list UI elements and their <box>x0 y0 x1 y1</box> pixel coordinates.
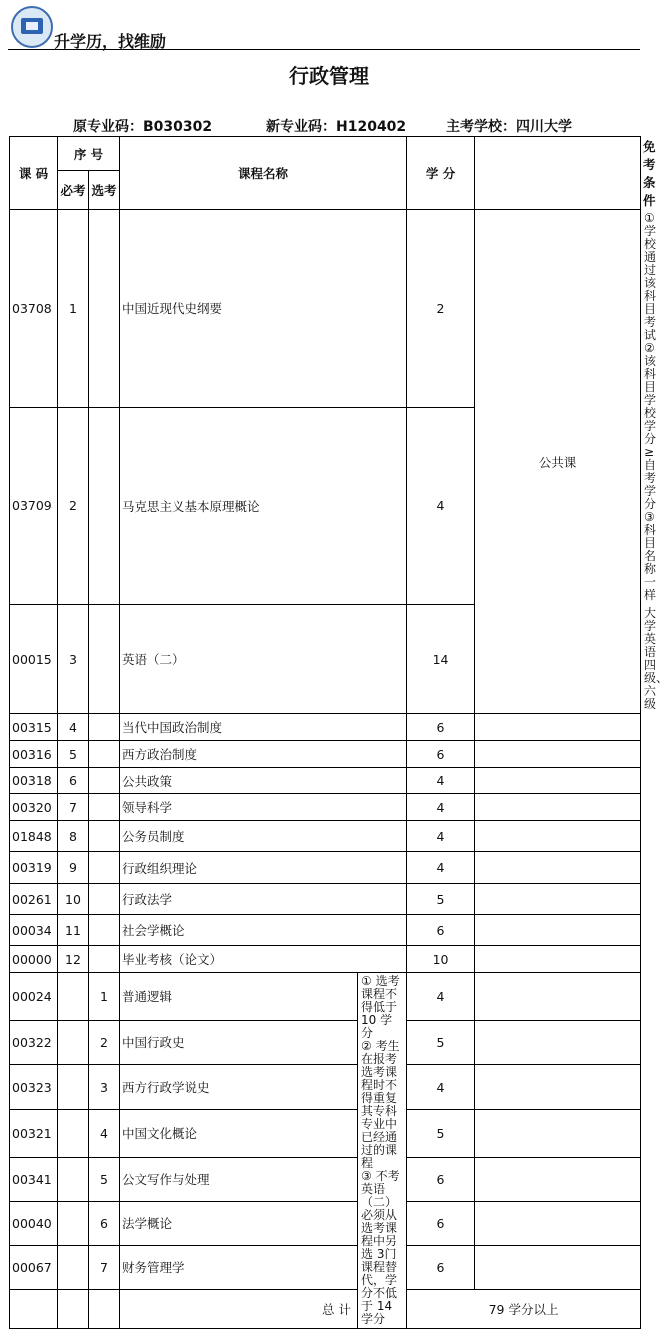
required-seq <box>58 1202 89 1245</box>
course-name: 行政组织理论 <box>120 852 407 884</box>
course-code: 00261 <box>10 884 58 915</box>
course-code: 00034 <box>10 915 58 946</box>
table-row <box>10 741 641 768</box>
course-code: 00319 <box>10 852 58 884</box>
course-type-cell <box>475 915 641 946</box>
course-name: 行政法学 <box>120 884 407 915</box>
elective-seq <box>89 852 120 884</box>
total-seq-cell <box>58 1290 89 1329</box>
course-name: 中国文化概论 <box>120 1110 358 1158</box>
course-name: 中国行政史 <box>120 1020 358 1065</box>
course-type-cell <box>475 1202 641 1245</box>
course-name: 公文写作与处理 <box>120 1157 358 1202</box>
required-seq: 6 <box>58 768 89 794</box>
course-name: 英语（二） <box>120 605 407 714</box>
course-code: 00067 <box>10 1245 58 1290</box>
course-name: 西方行政学说史 <box>120 1065 358 1110</box>
school-logo-icon <box>11 6 53 48</box>
course-credit: 2 <box>407 210 475 408</box>
course-credit: 5 <box>407 884 475 915</box>
table-row <box>10 1020 641 1065</box>
table-row <box>10 714 641 741</box>
table-row <box>10 1245 641 1290</box>
required-seq: 12 <box>58 946 89 973</box>
required-seq <box>58 973 89 1021</box>
course-credit: 6 <box>407 714 475 741</box>
course-code: 00323 <box>10 1065 58 1110</box>
header-credit: 学 分 <box>407 137 475 210</box>
course-code: 00000 <box>10 946 58 973</box>
elective-seq <box>89 946 120 973</box>
course-type-cell <box>475 1157 641 1202</box>
page-title: 行政管理 <box>289 64 369 88</box>
required-seq: 11 <box>58 915 89 946</box>
course-code: 00321 <box>10 1110 58 1158</box>
table-row <box>10 1157 641 1202</box>
required-seq: 4 <box>58 714 89 741</box>
required-seq <box>58 1065 89 1110</box>
course-credit: 4 <box>407 821 475 852</box>
required-seq: 8 <box>58 821 89 852</box>
header-slogan: 升学历，找维励 <box>54 32 167 51</box>
course-credit: 4 <box>407 794 475 821</box>
table-row <box>10 1065 641 1110</box>
course-name: 法学概论 <box>120 1202 358 1245</box>
table-row: 00015 3 英语（二） 14 大学英语四级、六级 <box>10 605 641 714</box>
elective-seq: 4 <box>89 1110 120 1158</box>
header-elective: 选考 <box>89 171 120 210</box>
table-row <box>10 973 641 1021</box>
course-credit: 5 <box>407 1110 475 1158</box>
header-divider <box>8 49 640 50</box>
course-type-cell <box>475 794 641 821</box>
required-seq: 9 <box>58 852 89 884</box>
required-seq <box>58 1110 89 1158</box>
course-name: 财务管理学 <box>120 1245 358 1290</box>
required-seq <box>58 1020 89 1065</box>
public-course-label: 公共课 <box>475 210 641 714</box>
table-row <box>10 794 641 821</box>
header-course-name: 课程名称 <box>120 137 407 210</box>
course-type-cell <box>475 973 641 1021</box>
required-seq: 3 <box>58 605 89 714</box>
table-row: 03708 1 中国近现代史纲要 2 公共课 ①学校通过该科目考试 ②该科目学校学分≥自考学分 ③科目名称一样 <box>10 210 641 408</box>
required-seq: 2 <box>58 407 89 605</box>
course-credit: 5 <box>407 1020 475 1065</box>
course-type-cell <box>475 1020 641 1065</box>
elective-seq <box>89 407 120 605</box>
required-seq <box>58 1157 89 1202</box>
course-table: 课 码 序 号 课程名称 学 分 免考条件 必考 选考 03708 1 中国近现代史纲要 2 公共课 ①学校通过该科目考试 ②该科目学校学分≥自考学分 ③科目名称一样 03709 2 马克思主义基本原理概论 4 00015 3 英语（二） 14 大学英语四级、六级 00315 4 当代中国政治制度 6 00316 5 西方政治制度 6 00318 6 公共政策 4 00320 7 领导科学 4 01848 8 公务员制度 4 00319 9 行政组织理论 4 00261 10 行政法学 5 00034 11 社会学概论 6 00000 12 毕业考核（论文） 10 00024 1 普通逻辑 ① 选考课程不得低于10 学分 ② 考生在报考选考课程时不得重复其专科专业中已经通过的课程 ③ 不考英语（二）必须从选考课程中另选 3门课程替代，学分不低于 14 学分 4 00322 2 中国行政史 5 00323 3 西方行政学说史 4 00321 4 中国文化概论 5 00341 5 公文写作与处理 6 00040 6 法学概论 6 00067 7 财务管理学 6 总 计 79 学分以上 <box>9 136 641 1329</box>
elective-seq: 7 <box>89 1245 120 1290</box>
header-required: 必考 <box>58 171 89 210</box>
course-name: 公共政策 <box>120 768 407 794</box>
course-name: 马克思主义基本原理概论 <box>120 407 407 605</box>
elective-seq <box>89 884 120 915</box>
elective-seq <box>89 821 120 852</box>
elective-seq <box>89 210 120 408</box>
total-value: 79 学分以上 <box>407 1290 641 1329</box>
total-seq-cell <box>89 1290 120 1329</box>
course-credit: 4 <box>407 407 475 605</box>
course-code: 00318 <box>10 768 58 794</box>
course-credit: 6 <box>407 1202 475 1245</box>
elective-seq: 6 <box>89 1202 120 1245</box>
elective-seq <box>89 915 120 946</box>
page-header <box>8 6 640 52</box>
total-row <box>10 1290 641 1329</box>
course-credit: 10 <box>407 946 475 973</box>
course-type-cell <box>475 1110 641 1158</box>
course-name: 领导科学 <box>120 794 407 821</box>
course-credit: 6 <box>407 1245 475 1290</box>
course-type-cell <box>475 946 641 973</box>
header-spacer <box>475 137 641 210</box>
header-course-code: 课 码 <box>10 137 58 210</box>
total-code-cell <box>10 1290 58 1329</box>
course-type-cell <box>475 1065 641 1110</box>
required-seq: 7 <box>58 794 89 821</box>
course-code: 00315 <box>10 714 58 741</box>
course-type-cell <box>475 884 641 915</box>
new-major-code: 新专业码：H120402 <box>266 119 407 135</box>
course-credit: 4 <box>407 852 475 884</box>
course-credit: 4 <box>407 1065 475 1110</box>
course-code: 03708 <box>10 210 58 408</box>
required-seq: 1 <box>58 210 89 408</box>
course-credit: 6 <box>407 1157 475 1202</box>
elective-seq <box>89 605 120 714</box>
course-name: 公务员制度 <box>120 821 407 852</box>
course-code: 00040 <box>10 1202 58 1245</box>
old-major-code: 原专业码：B030302 <box>73 119 213 135</box>
course-code: 00341 <box>10 1157 58 1202</box>
total-label: 总 计 <box>120 1290 358 1329</box>
elective-rules-note: ① 选考课程不得低于10 学分 ② 考生在报考选考课程时不得重复其专科专业中已经通过的课程 ③ 不考英语（二）必须从选考课程中另选 3门课程替代，学分不低于 14 学分 <box>358 973 407 1329</box>
course-code: 00015 <box>10 605 58 714</box>
course-name: 普通逻辑 <box>120 973 358 1021</box>
elective-seq <box>89 794 120 821</box>
elective-seq <box>89 768 120 794</box>
course-type-cell <box>475 1245 641 1290</box>
table-row <box>10 768 641 794</box>
table-row <box>10 852 641 884</box>
course-type-cell <box>475 768 641 794</box>
course-credit: 6 <box>407 741 475 768</box>
course-name: 社会学概论 <box>120 915 407 946</box>
table-row <box>10 915 641 946</box>
required-seq <box>58 1245 89 1290</box>
elective-seq: 3 <box>89 1065 120 1110</box>
table-row <box>10 821 641 852</box>
course-credit: 6 <box>407 915 475 946</box>
elective-seq: 5 <box>89 1157 120 1202</box>
course-credit: 4 <box>407 768 475 794</box>
elective-seq <box>89 741 120 768</box>
course-code: 00316 <box>10 741 58 768</box>
course-type-cell <box>475 852 641 884</box>
table-row <box>10 884 641 915</box>
course-type-cell <box>475 714 641 741</box>
header-sequence: 序 号 <box>58 137 120 171</box>
required-seq: 5 <box>58 741 89 768</box>
course-credit: 14 <box>407 605 475 714</box>
course-type-cell <box>475 821 641 852</box>
course-credit: 4 <box>407 973 475 1021</box>
required-seq: 10 <box>58 884 89 915</box>
table-row <box>10 1110 641 1158</box>
course-name: 西方政治制度 <box>120 741 407 768</box>
elective-seq: 2 <box>89 1020 120 1065</box>
host-school: 主考学校：四川大学 <box>446 119 572 135</box>
course-code: 00024 <box>10 973 58 1021</box>
elective-seq: 1 <box>89 973 120 1021</box>
course-code: 00322 <box>10 1020 58 1065</box>
course-type-cell <box>475 741 641 768</box>
course-name: 当代中国政治制度 <box>120 714 407 741</box>
course-code: 01848 <box>10 821 58 852</box>
table-row <box>10 1202 641 1245</box>
course-name: 中国近现代史纲要 <box>120 210 407 408</box>
course-name: 毕业考核（论文） <box>120 946 407 973</box>
course-code: 03709 <box>10 407 58 605</box>
course-code: 00320 <box>10 794 58 821</box>
elective-seq <box>89 714 120 741</box>
course-rows <box>10 210 668 1329</box>
table-row <box>10 946 641 973</box>
